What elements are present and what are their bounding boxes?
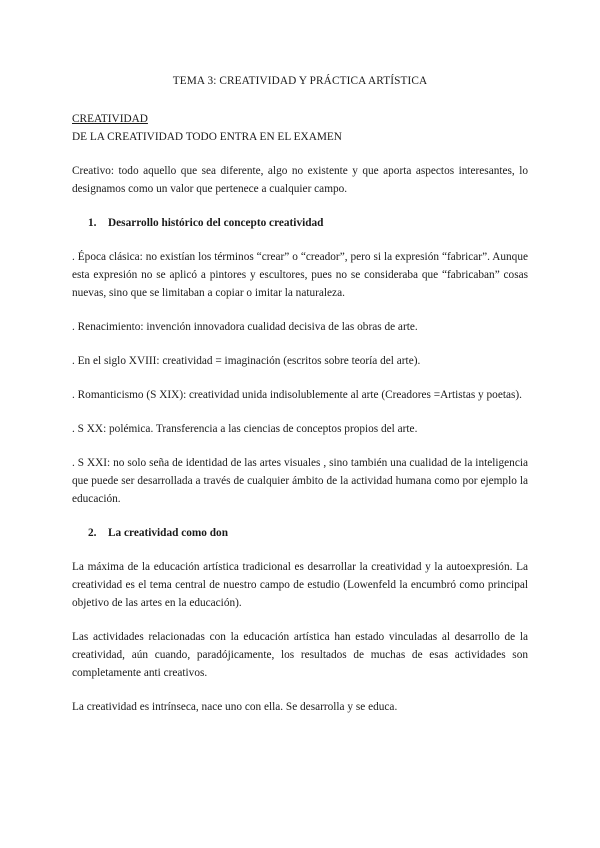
section-1-heading [72,214,528,232]
history-item-classical: . Época clásica: no existían los términos “crear” o “creador”, pero si la expresión “fabricar”. Aunque esta expresión no se aplicó a pintores y escultores, pues no se consideraba que “fabricaban” cosas nuevas, sino que se limitaban a copiar o imitar la naturaleza. [72,251,528,299]
heading-creatividad: CREATIVIDAD [72,113,148,125]
section-2-title: La creatividad como don [108,527,228,539]
section-2-heading [72,524,528,542]
document-page [72,72,528,732]
document-title: TEMA 3: CREATIVIDAD Y PRÁCTICA ARTÍSTICA [172,75,428,87]
history-item-xviii: . En el siglo XVIII: creatividad = imaginación (escritos sobre teoría del arte). [72,355,421,367]
section-2-paragraph: La máxima de la educación artística tradicional es desarrollar la creatividad y la autoexpresión. La creatividad es el tema central de nuestro campo de estudio (Lowenfeld la encumbró como principal objetivo de las artes en la educación). [72,561,528,609]
history-item-romanticism: . Romanticismo (S XIX): creatividad unida indisolublemente al arte (Creadores =Artistas y poetas). [72,389,522,401]
section-2-paragraph: Las actividades relacionadas con la educación artística han estado vinculadas al desarrollo de la creatividad, aún cuando, paradójicamente, los resultados de muchas de esas actividades son completamente anti creativos. [72,631,528,679]
section-2-paragraph: La creatividad es intrínseca, nace uno con ella. Se desarrolla y se educa. [72,701,398,713]
history-item-renaissance: . Renacimiento: invención innovadora cualidad decisiva de las obras de arte. [72,321,418,333]
section-2-number: 2. [88,527,97,539]
intro-paragraph: Creativo: todo aquello que sea diferente, algo no existente y que aporta aspectos interesantes, lo designamos como un valor que pertenece a cualquier campo. [72,165,528,195]
history-item-xx: . S XX: polémica. Transferencia a las ciencias de conceptos propios del arte. [72,423,418,435]
history-item-xxi: . S XXI: no solo seña de identidad de las artes visuales , sino también una cualidad de la inteligencia que puede ser desarrollada a través de cualquier ámbito de la actividad humana como por ejemplo la educación. [72,457,528,505]
heading-exam-note: DE LA CREATIVIDAD TODO ENTRA EN EL EXAMEN [72,131,342,143]
section-1-number: 1. [88,217,97,229]
section-1-title: Desarrollo histórico del concepto creatividad [108,217,324,229]
